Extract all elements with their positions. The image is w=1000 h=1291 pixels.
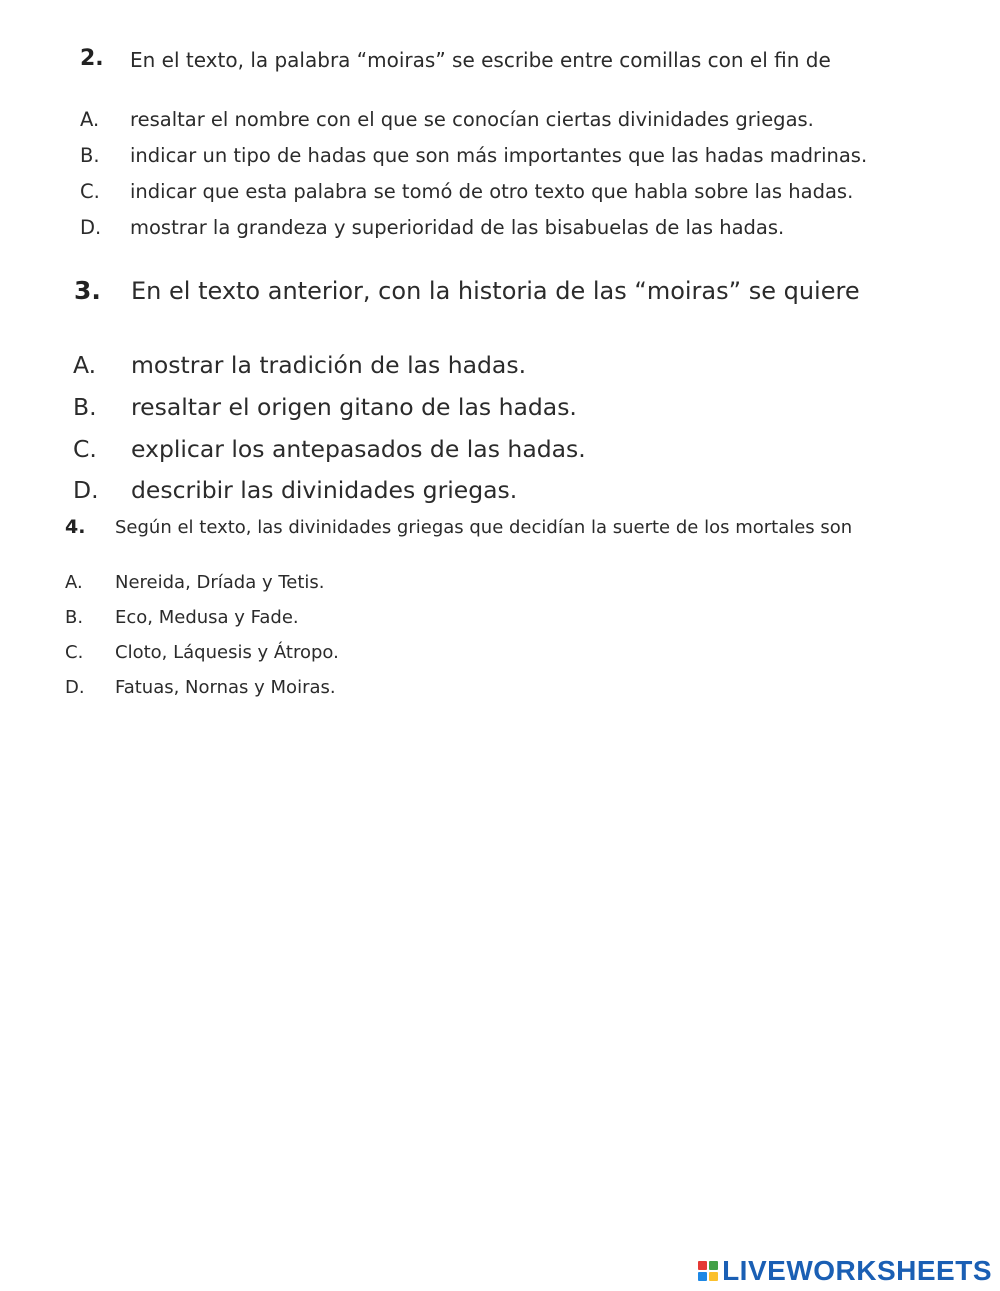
option-text-b: indicar un tipo de hadas que son más importantes que las hadas madrinas. <box>130 144 868 167</box>
option-text-a: mostrar la tradición de las hadas. <box>131 351 527 379</box>
question-number: 4. <box>65 516 86 538</box>
question-number: 2. <box>80 46 104 71</box>
option-text-b: Eco, Medusa y Fade. <box>115 607 299 628</box>
option-text-d: describir las divinidades griegas. <box>131 476 518 504</box>
logo-square-blue <box>698 1272 707 1281</box>
option-text-d: mostrar la grandeza y superioridad de las bisabuelas de las hadas. <box>130 216 785 239</box>
option-letter-a: A. <box>65 572 83 593</box>
option-letter-b: B. <box>80 144 100 167</box>
option-letter-d: D. <box>73 476 99 504</box>
option-text-c: indicar que esta palabra se tomó de otro texto que habla sobre las hadas. <box>130 180 854 203</box>
question-number: 3. <box>74 276 101 305</box>
option-letter-a: A. <box>73 351 97 379</box>
option-letter-c: C. <box>80 180 100 203</box>
option-text-d: Fatuas, Nornas y Moiras. <box>115 677 336 698</box>
option-letter-a: A. <box>80 108 100 131</box>
option-letter-d: D. <box>80 216 102 239</box>
liveworksheets-watermark <box>698 1253 992 1289</box>
option-letter-d: D. <box>65 677 85 698</box>
liveworksheets-logo-icon <box>698 1261 718 1281</box>
option-text-a: resaltar el nombre con el que se conocían ciertas divinidades griegas. <box>130 108 814 131</box>
option-text-b: resaltar el origen gitano de las hadas. <box>131 393 577 421</box>
option-text-a: Nereida, Dríada y Tetis. <box>115 572 325 593</box>
question-prompt: En el texto anterior, con la historia de las “moiras” se quiere <box>131 277 860 305</box>
option-letter-c: C. <box>73 435 97 463</box>
logo-square-yellow <box>709 1272 718 1281</box>
logo-square-green <box>709 1261 718 1270</box>
question-prompt: Según el texto, las divinidades griegas que decidían la suerte de los mortales son <box>115 517 853 538</box>
option-letter-b: B. <box>73 393 97 421</box>
option-letter-c: C. <box>65 642 84 663</box>
question-prompt: En el texto, la palabra “moiras” se escribe entre comillas con el fin de <box>130 48 831 72</box>
watermark-text: LIVEWORKSHEETS <box>722 1255 992 1286</box>
option-text-c: explicar los antepasados de las hadas. <box>131 435 586 463</box>
option-letter-b: B. <box>65 607 84 628</box>
logo-square-red <box>698 1261 707 1270</box>
option-text-c: Cloto, Láquesis y Átropo. <box>115 642 339 663</box>
